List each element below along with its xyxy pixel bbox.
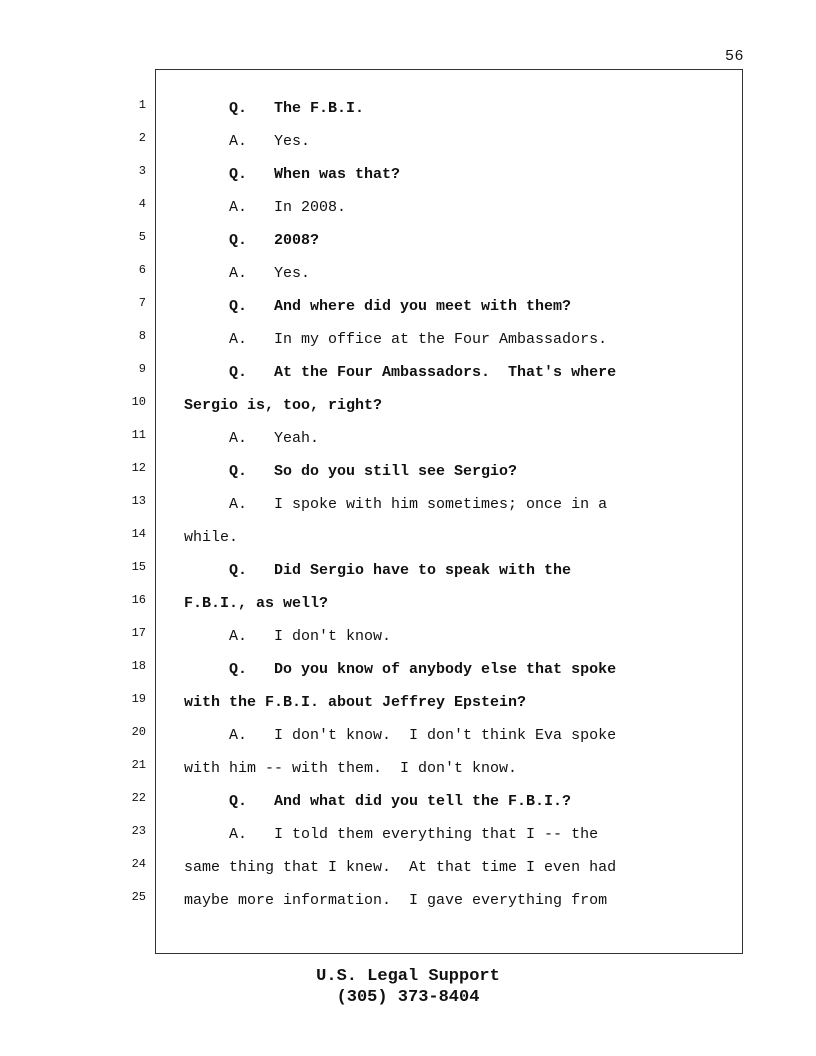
line-text: A. Yes.	[184, 265, 311, 282]
line-text: A. I don't know. I don't think Eva spoke	[184, 727, 617, 744]
transcript-line	[0, 726, 816, 746]
line-number: 15	[131, 560, 146, 574]
line-text: Q. And where did you meet with them?	[184, 298, 572, 315]
transcript-line	[0, 396, 816, 416]
line-text: maybe more information. I gave everything from	[184, 892, 608, 909]
line-number: 16	[131, 593, 146, 607]
line-number: 4	[138, 197, 146, 211]
line-text: A. I spoke with him sometimes; once in a	[184, 496, 608, 513]
line-number: 12	[131, 461, 146, 475]
line-number: 13	[131, 494, 146, 508]
line-number: 25	[131, 890, 146, 904]
footer-company: U.S. Legal Support	[316, 967, 500, 986]
line-number: 7	[138, 296, 146, 310]
line-number: 21	[131, 758, 146, 772]
transcript-line	[0, 792, 816, 812]
page-number: 56	[724, 48, 744, 65]
line-text: while.	[184, 529, 239, 546]
line-number: 10	[131, 395, 146, 409]
line-text: A. Yes.	[184, 133, 311, 150]
line-text: Q. When was that?	[184, 166, 401, 183]
transcript-line	[0, 594, 816, 614]
line-number: 5	[138, 230, 146, 244]
line-text: Q. And what did you tell the F.B.I.?	[184, 793, 572, 810]
line-number: 14	[131, 527, 146, 541]
line-number: 6	[138, 263, 146, 277]
line-number: 2	[138, 131, 146, 145]
line-text: Q. At the Four Ambassadors. That's where	[184, 364, 617, 381]
transcript-line	[0, 462, 816, 482]
line-text: Q. Do you know of anybody else that spoke	[184, 661, 617, 678]
line-text: F.B.I., as well?	[184, 595, 329, 612]
transcript-line	[0, 660, 816, 680]
line-text: with the F.B.I. about Jeffrey Epstein?	[184, 694, 527, 711]
transcript-line	[0, 561, 816, 581]
line-text: Q. 2008?	[184, 232, 320, 249]
transcript-line	[0, 165, 816, 185]
line-text: A. In my office at the Four Ambassadors.	[184, 331, 608, 348]
line-number: 17	[131, 626, 146, 640]
line-number: 18	[131, 659, 146, 673]
line-text: A. In 2008.	[184, 199, 347, 216]
line-number: 20	[131, 725, 146, 739]
footer-phone: (305) 373-8404	[336, 988, 480, 1007]
transcript-line	[0, 825, 816, 845]
transcript-line	[0, 759, 816, 779]
transcript-line	[0, 363, 816, 383]
transcript-line	[0, 330, 816, 350]
line-text: with him -- with them. I don't know.	[184, 760, 518, 777]
line-text: A. I don't know.	[184, 628, 392, 645]
line-number: 22	[131, 791, 146, 805]
transcript-line	[0, 693, 816, 713]
line-number: 1	[138, 98, 146, 112]
transcript-line	[0, 132, 816, 152]
transcript-line	[0, 297, 816, 317]
transcript-line	[0, 264, 816, 284]
transcript-line	[0, 891, 816, 911]
transcript-line	[0, 495, 816, 515]
transcript-line	[0, 231, 816, 251]
line-text: same thing that I knew. At that time I even had	[184, 859, 617, 876]
line-text: A. I told them everything that I -- the	[184, 826, 599, 843]
transcript-line	[0, 99, 816, 119]
line-number: 19	[131, 692, 146, 706]
line-number: 11	[131, 428, 146, 442]
line-number: 23	[131, 824, 146, 838]
line-text: Sergio is, too, right?	[184, 397, 383, 414]
line-number: 9	[138, 362, 146, 376]
line-text: A. Yeah.	[184, 430, 320, 447]
transcript-line	[0, 627, 816, 647]
line-number: 8	[138, 329, 146, 343]
line-number: 3	[138, 164, 146, 178]
transcript-line	[0, 429, 816, 449]
line-text: Q. So do you still see Sergio?	[184, 463, 518, 480]
transcript-line	[0, 528, 816, 548]
transcript-line	[0, 858, 816, 878]
line-number: 24	[131, 857, 146, 871]
line-text: Q. The F.B.I.	[184, 100, 365, 117]
transcript-line	[0, 198, 816, 218]
line-text: Q. Did Sergio have to speak with the	[184, 562, 572, 579]
